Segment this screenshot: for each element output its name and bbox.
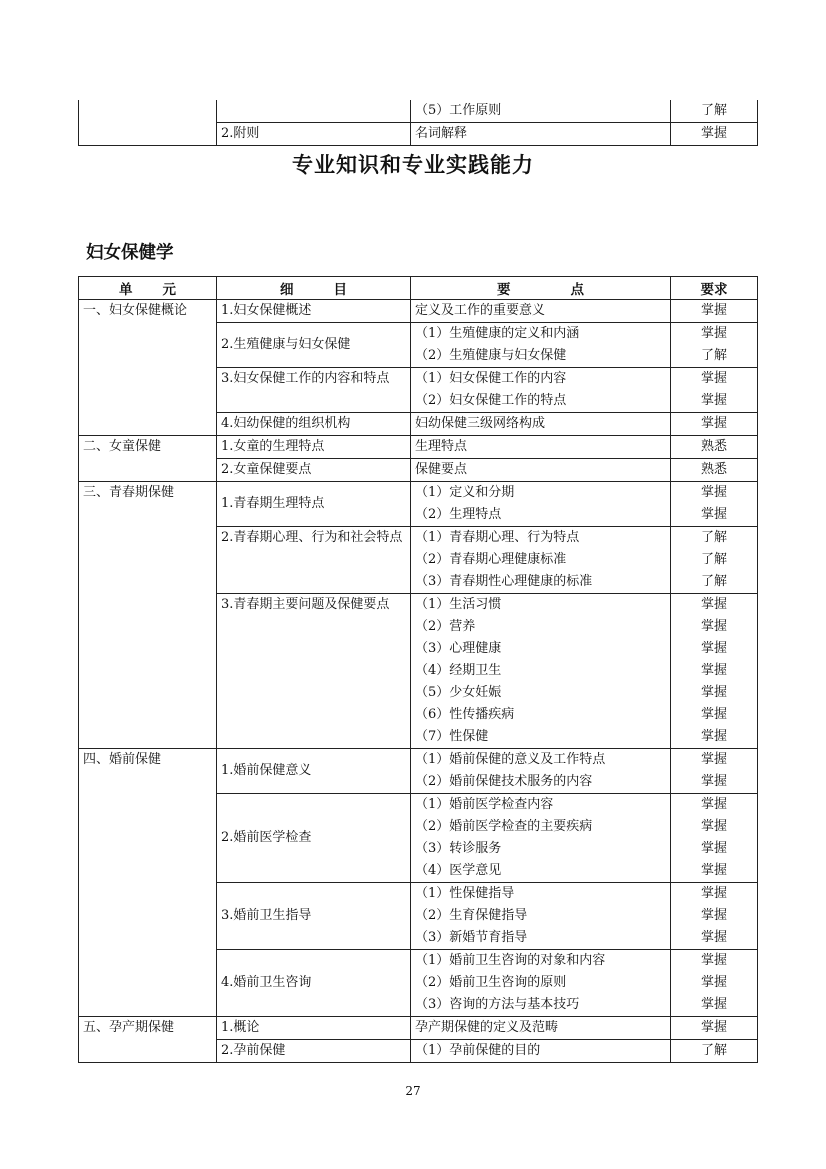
point-item: （1）孕前保健的目的: [415, 1043, 541, 1058]
requirement-item: 掌握: [700, 953, 727, 968]
requirement-item: 掌握: [700, 975, 727, 990]
detail-cell: 1.婚前保健意义: [217, 749, 411, 794]
requirement-cell: [671, 413, 758, 436]
requirement-cell: [671, 300, 758, 323]
requirement-cell: [671, 436, 758, 459]
requirement-item: 掌握: [700, 752, 727, 767]
point-item: （1）妇女保健工作的内容: [415, 371, 567, 386]
table-row: [79, 436, 758, 459]
header-requirement: 要求: [671, 277, 758, 300]
point-cell: 名词解释: [411, 123, 671, 146]
requirement-item: 掌握: [700, 663, 727, 678]
requirement-item: 掌握: [700, 729, 727, 744]
point-item: 孕产期保健的定义及范畴: [415, 1020, 559, 1035]
point-cell: [411, 594, 671, 749]
header-text: 细目: [280, 282, 387, 298]
point-item: （3）青春期性心理健康的标准: [415, 574, 593, 589]
header-detail: [217, 277, 411, 300]
table-row: [79, 482, 758, 527]
point-item: （1）婚前卫生咨询的对象和内容: [415, 953, 606, 968]
requirement-cell: [671, 950, 758, 1017]
detail-cell: 1.概论: [217, 1017, 411, 1040]
point-item: 生理特点: [415, 439, 468, 454]
detail-cell: 2.女童保健要点: [217, 459, 411, 482]
requirement-item: 了解: [700, 530, 727, 545]
unit-cell: 四、婚前保健: [79, 749, 217, 1017]
requirement-item: 掌握: [700, 326, 727, 341]
point-item: （2）生殖健康与妇女保健: [415, 348, 567, 363]
point-cell: （5）工作原则: [411, 100, 671, 123]
point-item: （5）少女妊娠: [415, 685, 502, 700]
header-text: 单元: [119, 282, 206, 298]
point-item: （1）性保健指导: [415, 886, 515, 901]
point-cell: [411, 883, 671, 950]
point-cell: [411, 368, 671, 413]
point-item: （4）经期卫生: [415, 663, 502, 678]
point-item: （2）青春期心理健康标准: [415, 552, 567, 567]
point-item: （1）青春期心理、行为特点: [415, 530, 580, 545]
point-item: 妇幼保健三级网络构成: [415, 416, 546, 431]
requirement-cell: [671, 794, 758, 883]
point-cell: [411, 527, 671, 594]
unit-cell: 五、孕产期保健: [79, 1017, 217, 1063]
point-item: （3）新婚节育指导: [415, 930, 528, 945]
requirement-item: 掌握: [700, 841, 727, 856]
point-item: （3）心理健康: [415, 641, 502, 656]
point-cell: [411, 950, 671, 1017]
point-item: 定义及工作的重要意义: [415, 303, 546, 318]
point-cell: [411, 794, 671, 883]
requirement-item: 掌握: [700, 863, 727, 878]
point-item: 保健要点: [415, 462, 468, 477]
requirement-item: 掌握: [700, 819, 727, 834]
point-item: （1）婚前保健的意义及工作特点: [415, 752, 606, 767]
requirement-item: 熟悉: [700, 462, 727, 477]
requirement-item: 掌握: [700, 685, 727, 700]
point-item: （2）婚前卫生咨询的原则: [415, 975, 567, 990]
requirement-item: 掌握: [700, 507, 727, 522]
detail-cell: 3.青春期主要问题及保健要点: [217, 594, 411, 749]
header-point: [411, 277, 671, 300]
requirement-cell: [671, 323, 758, 368]
requirement-item: 掌握: [700, 303, 727, 318]
point-item: （3）咨询的方法与基本技巧: [415, 997, 580, 1012]
detail-cell: 3.婚前卫生指导: [217, 883, 411, 950]
point-item: （1）定义和分期: [415, 485, 515, 500]
requirement-item: 掌握: [700, 619, 727, 634]
point-cell: [411, 436, 671, 459]
requirement-item: 掌握: [700, 930, 727, 945]
requirement-cell: [671, 1040, 758, 1063]
detail-cell: 2.生殖健康与妇女保健: [217, 323, 411, 368]
point-item: （1）生活习惯: [415, 597, 502, 612]
detail-cell: 2.青春期心理、行为和社会特点: [217, 527, 411, 594]
table-row: [79, 749, 758, 794]
detail-cell: 4.妇幼保健的组织机构: [217, 413, 411, 436]
point-item: （6）性传播疾病: [415, 707, 515, 722]
requirement-cell: [671, 368, 758, 413]
header-row: [79, 277, 758, 300]
detail-cell: 4.婚前卫生咨询: [217, 950, 411, 1017]
section-title: 专业知识和专业实践能力: [292, 152, 534, 177]
detail-cell: 1.女童的生理特点: [217, 436, 411, 459]
point-item: （1）婚前医学检查内容: [415, 797, 554, 812]
requirement-cell: [671, 459, 758, 482]
requirement-item: 掌握: [700, 908, 727, 923]
detail-cell: 3.妇女保健工作的内容和特点: [217, 368, 411, 413]
point-cell: [411, 1017, 671, 1040]
requirement-cell: [671, 883, 758, 950]
requirement-item: 掌握: [700, 774, 727, 789]
point-item: （2）妇女保健工作的特点: [415, 393, 567, 408]
detail-cell: 2.孕前保健: [217, 1040, 411, 1063]
point-cell: [411, 300, 671, 323]
requirement-item: 了解: [700, 1043, 727, 1058]
requirement-item: 掌握: [700, 997, 727, 1012]
point-cell: [411, 323, 671, 368]
point-cell: [411, 482, 671, 527]
requirement-item: 掌握: [700, 1020, 727, 1035]
point-item: （4）医学意见: [415, 863, 502, 878]
requirement-item: 掌握: [700, 416, 727, 431]
detail-cell: [217, 100, 411, 123]
point-item: （2）生理特点: [415, 507, 502, 522]
header-unit: [79, 277, 217, 300]
subsection-title: 妇女保健学: [86, 243, 174, 263]
requirement-item: 掌握: [700, 485, 727, 500]
requirement-item: 了解: [700, 348, 727, 363]
detail-cell: 1.妇女保健概述: [217, 300, 411, 323]
requirement-item: 掌握: [700, 597, 727, 612]
point-cell: [411, 459, 671, 482]
unit-cell: 三、青春期保健: [79, 482, 217, 749]
requirement-cell: [671, 527, 758, 594]
detail-cell: 1.青春期生理特点: [217, 482, 411, 527]
unit-cell: 二、女童保健: [79, 436, 217, 482]
requirement-cell: [671, 482, 758, 527]
requirement-item: 掌握: [700, 707, 727, 722]
point-item: （2）婚前医学检查的主要疾病: [415, 819, 593, 834]
table-row: [79, 300, 758, 323]
point-item: （2）婚前保健技术服务的内容: [415, 774, 593, 789]
page-number: 27: [405, 1084, 421, 1098]
detail-cell: 2.婚前医学检查: [217, 794, 411, 883]
detail-cell: 2.附则: [217, 123, 411, 146]
requirement-cell: [671, 594, 758, 749]
requirement-cell: [671, 1017, 758, 1040]
syllabus-table: [78, 276, 758, 1063]
requirement-cell: [671, 749, 758, 794]
requirement-item: 掌握: [700, 641, 727, 656]
point-item: （3）转诊服务: [415, 841, 502, 856]
header-text: 要点: [497, 282, 644, 298]
requirement-item: 掌握: [700, 797, 727, 812]
table-row: [79, 1017, 758, 1040]
requirement-item: 掌握: [700, 371, 727, 386]
requirement-item: 掌握: [700, 886, 727, 901]
requirement-item: 了解: [700, 574, 727, 589]
requirement-item: 熟悉: [700, 439, 727, 454]
continuation-table: [78, 100, 758, 146]
point-cell: [411, 1040, 671, 1063]
requirement-cell: 了解: [671, 100, 758, 123]
unit-cell: [79, 100, 217, 146]
point-item: （2）营养: [415, 619, 476, 634]
unit-cell: 一、妇女保健概论: [79, 300, 217, 436]
point-item: （1）生殖健康的定义和内涵: [415, 326, 580, 341]
requirement-item: 了解: [700, 552, 727, 567]
table-row: [79, 100, 758, 123]
requirement-cell: 掌握: [671, 123, 758, 146]
point-item: （7）性保健: [415, 729, 489, 744]
requirement-item: 掌握: [700, 393, 727, 408]
point-cell: [411, 749, 671, 794]
point-cell: [411, 413, 671, 436]
point-item: （2）生育保健指导: [415, 908, 528, 923]
